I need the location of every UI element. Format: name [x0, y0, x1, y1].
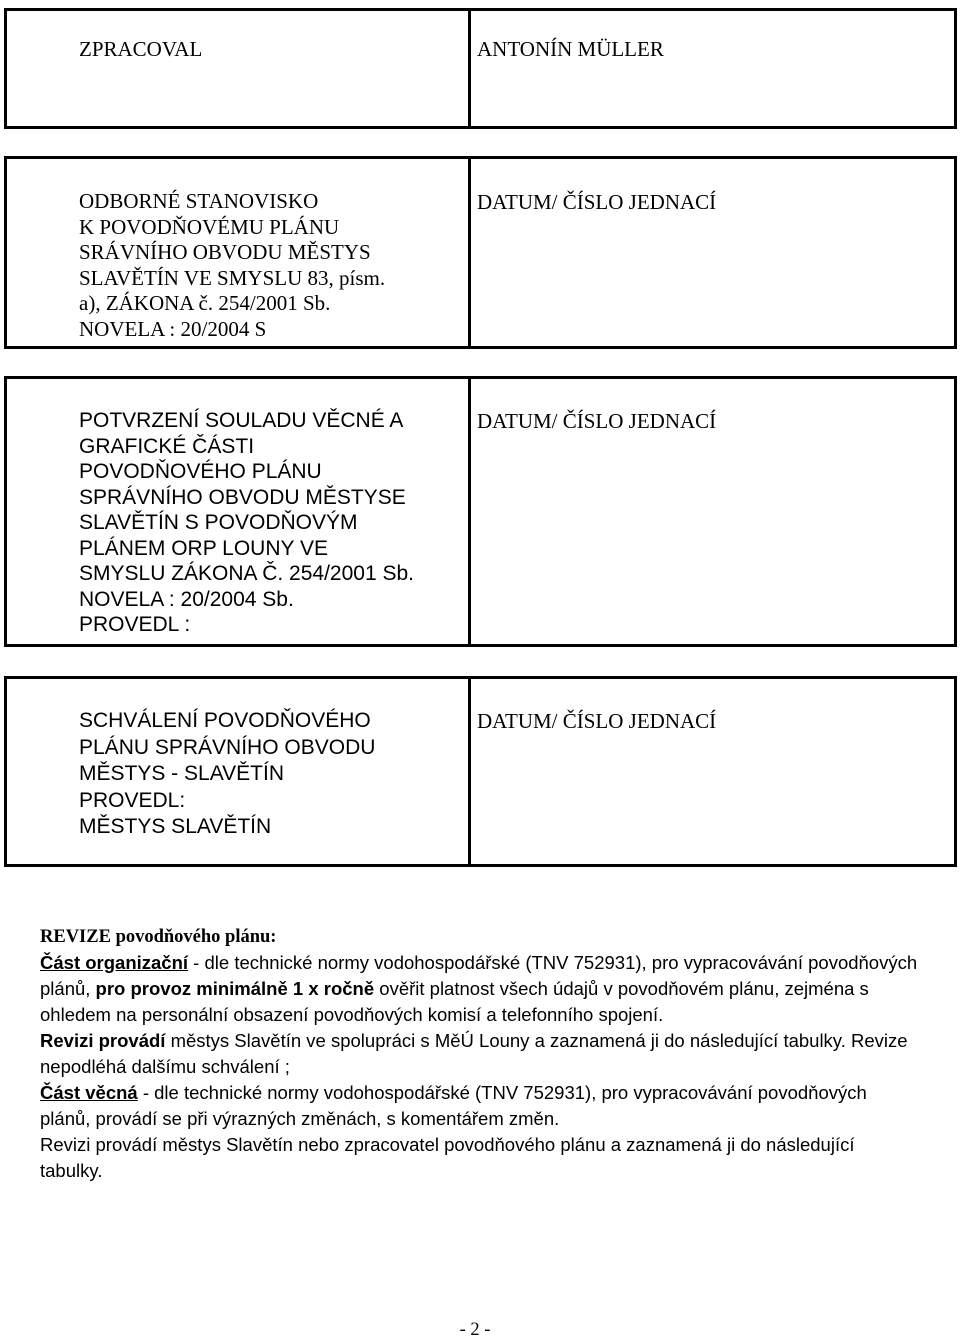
revize-paragraph-final: Revizi provádí městys Slavětín nebo zpracovatel povodňového plánu a zaznamená ji do následující tabulky. — [40, 1134, 855, 1181]
revize-paragraph-vecna — [40, 1080, 920, 1132]
column-divider — [468, 379, 471, 644]
label-cast-vecna: Část věcná — [40, 1082, 138, 1103]
revize-paragraph-organizacni — [40, 950, 920, 1028]
label-cast-organizacni: Část organizační — [40, 952, 189, 973]
cell-label-schvaleni: SCHVÁLENÍ POVODŇOVÉHO PLÁNU SPRÁVNÍHO OBVODU MĚSTYS - SLAVĚTÍN PROVEDL: MĚSTYS SLAVĚTÍN — [79, 709, 376, 838]
cell-label-odborne-stanovisko: ODBORNÉ STANOVISKO K POVODŇOVÉMU PLÁNU SRÁVNÍHO OBVODU MĚSTYS SLAVĚTÍN VE SMYSLU 83, písm. a), ZÁKONA č. 254/2001 Sb. NOVELA : 20/2004 S — [79, 189, 386, 341]
cell-datum-cislo-jednaci: DATUM/ ČÍSLO JEDNACÍ — [477, 190, 717, 214]
cell-value-author: ANTONÍN MÜLLER — [477, 37, 664, 61]
cell-label-potvrzeni-souladu: POTVRZENÍ SOULADU VĚCNÉ A GRAFICKÉ ČÁSTI POVODŇOVÉHO PLÁNU SPRÁVNÍHO OBVODU MĚSTYSE SLAVĚTÍN S POVODŇOVÝM PLÁNEM ORP LOUNY VE SMYSLU ZÁKONA Č. 254/2001 Sb. NOVELA : 20/2004 Sb. PROVEDL : — [79, 409, 414, 636]
column-divider — [468, 679, 471, 864]
table-row-schvaleni — [4, 676, 957, 867]
table-row-zpracoval — [4, 8, 957, 129]
revize-section — [40, 924, 920, 1184]
cell-label-zpracoval: ZPRACOVAL — [79, 37, 203, 61]
text: městys Slavětín ve spolupráci s MěÚ Louny a zaznamená ji do následující tabulky. Revize nepodléhá dalšímu schválení ; — [40, 1030, 908, 1077]
table-row-odborne-stanovisko — [4, 156, 957, 349]
text: ověřit platnost všech údajů v povodňovém plánu, zejména s ohledem na personální obsazení povodňových komisí a telefonního spojení. — [40, 978, 869, 1025]
bold-text: pro provoz minimálně 1 x ročně — [95, 978, 375, 999]
revize-paragraph-provadi — [40, 1028, 920, 1080]
text: - dle technické normy vodohospodářské (TNV 752931), pro vypracovávání povodňových plánů, — [40, 952, 918, 999]
column-divider — [468, 11, 471, 126]
page-number: - 2 - — [459, 1320, 491, 1340]
column-divider — [468, 159, 471, 346]
cell-datum-cislo-jednaci: DATUM/ ČÍSLO JEDNACÍ — [477, 409, 717, 433]
table-row-potvrzeni-souladu — [4, 376, 957, 647]
text: - dle technické normy vodohospodářské (TNV 752931), pro vypracovávání povodňových plánů, provádí se při výrazných změnách, s komentářem změn. — [40, 1082, 867, 1129]
cell-datum-cislo-jednaci: DATUM/ ČÍSLO JEDNACÍ — [477, 709, 717, 733]
revize-heading: REVIZE povodňového plánu: — [40, 927, 277, 947]
bold-text: Revizi provádí — [40, 1030, 166, 1051]
